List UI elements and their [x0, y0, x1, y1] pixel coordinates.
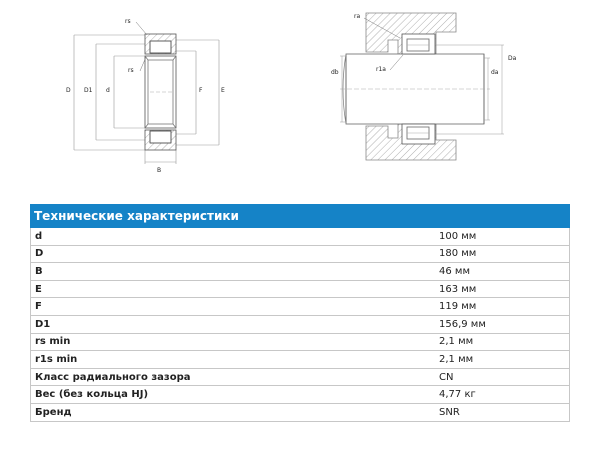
row-value: 163 мм [435, 280, 570, 298]
label-da: da [491, 69, 499, 76]
label-rs-inner: rs [128, 67, 134, 74]
row-value: 2,1 мм [435, 351, 570, 369]
label-D: D [66, 87, 71, 94]
row-value: 4,77 кг [435, 386, 570, 404]
table-row [31, 263, 570, 281]
row-param: Класс радиального зазора [31, 368, 436, 386]
row-value: 2,1 мм [435, 333, 570, 351]
row-param: D1 [31, 315, 436, 333]
row-value: 46 мм [435, 263, 570, 281]
table-row [31, 315, 570, 333]
table-row [31, 368, 570, 386]
table-row [31, 403, 570, 421]
row-param: r1s min [31, 351, 436, 369]
row-value: 100 мм [435, 228, 570, 246]
row-param: Бренд [31, 403, 436, 421]
spec-table [30, 204, 570, 422]
row-param: d [31, 228, 436, 246]
table-row [31, 386, 570, 404]
label-r1a: r1a [376, 66, 386, 73]
row-value: 156,9 мм [435, 315, 570, 333]
label-B: B [157, 167, 162, 174]
row-param: Вес (без кольца HJ) [31, 386, 436, 404]
label-db: db [331, 69, 339, 76]
table-row [31, 298, 570, 316]
table-row [31, 280, 570, 298]
table-title: Технические характеристики [31, 205, 570, 228]
label-E: E [221, 87, 225, 94]
label-Da: Da [508, 55, 517, 62]
table-row [31, 333, 570, 351]
row-value: SNR [435, 403, 570, 421]
label-F: F [199, 87, 203, 94]
row-param: E [31, 280, 436, 298]
table-row [31, 245, 570, 263]
label-rs-top: rs [125, 18, 131, 25]
label-D1: D1 [84, 87, 93, 94]
bearing-drawings [0, 0, 600, 200]
row-value: 180 мм [435, 245, 570, 263]
row-param: D [31, 245, 436, 263]
table-row [31, 228, 570, 246]
label-d: d [106, 87, 110, 94]
label-ra: ra [354, 13, 361, 20]
row-value: 119 мм [435, 298, 570, 316]
row-param: F [31, 298, 436, 316]
bearing-section-drawing [74, 22, 219, 164]
row-value: CN [435, 368, 570, 386]
row-param: B [31, 263, 436, 281]
row-param: rs min [31, 333, 436, 351]
table-row [31, 351, 570, 369]
mounting-drawing [340, 13, 504, 160]
